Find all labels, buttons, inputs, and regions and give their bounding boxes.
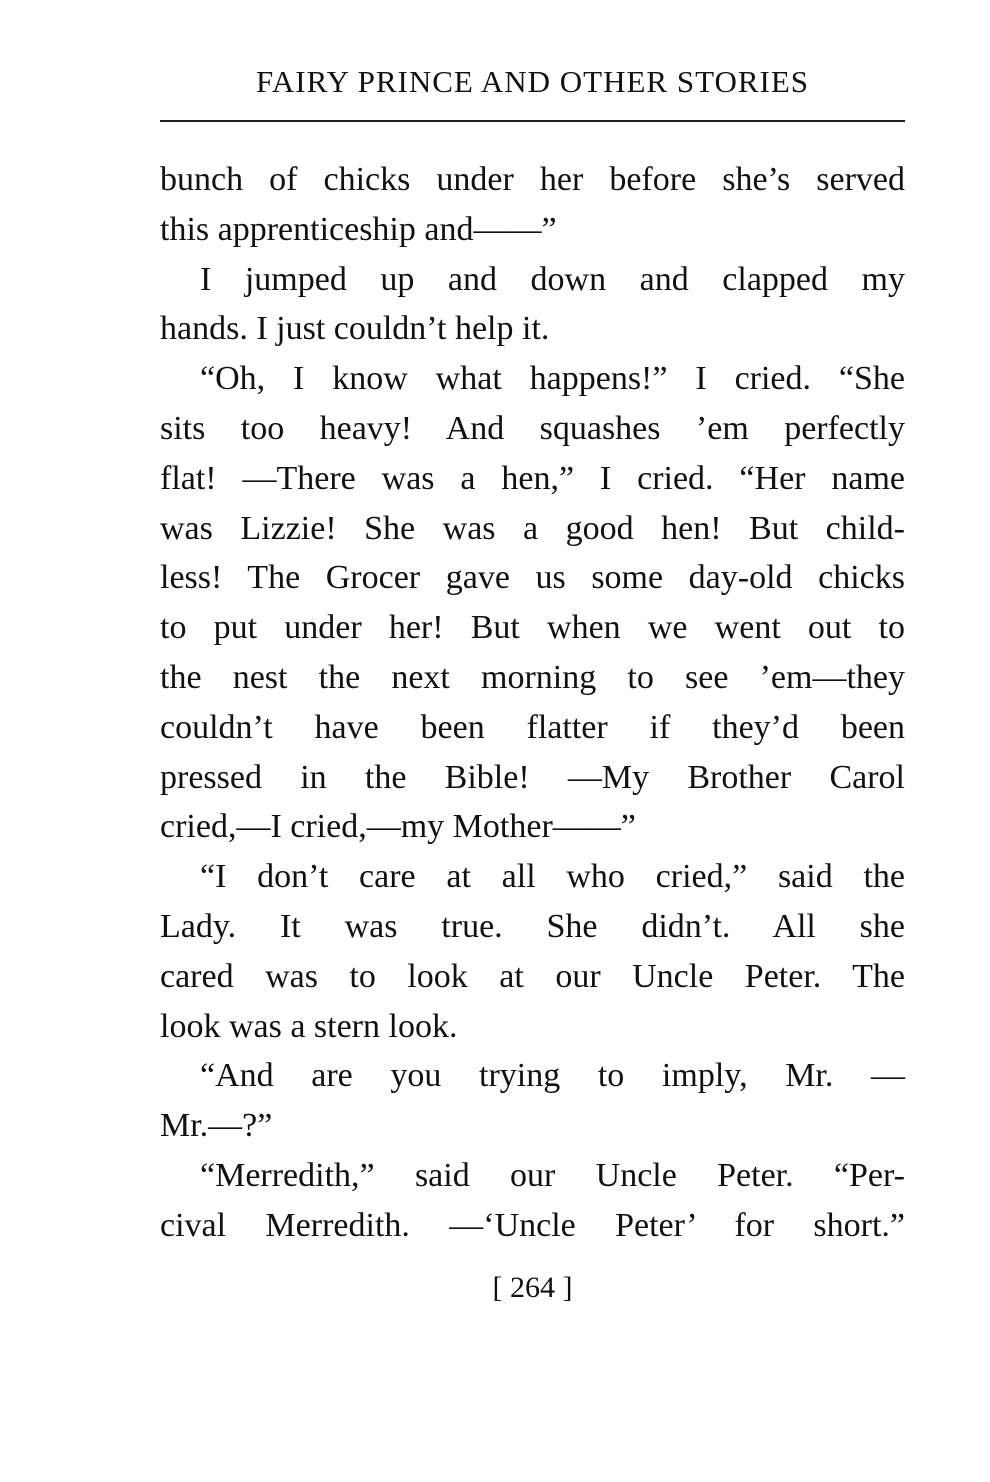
text-line: “Merredith,” said our Uncle Peter. “Per- (200, 1156, 905, 1194)
text-line: pressed in the Bible! —My Brother Carol (160, 758, 905, 796)
text-line: flat! —There was a hen,” I cried. “Her name (160, 459, 905, 497)
text-line: cival Merredith. —‘Uncle Peter’ for short.” (160, 1206, 905, 1244)
text-line: “And are you trying to imply, Mr. — (200, 1057, 905, 1095)
text-line: Lady. It was true. She didn’t. All she (160, 907, 905, 945)
text-line: hands. I just couldn’t help it. (160, 310, 550, 348)
text-line: look was a stern look. (160, 1007, 458, 1045)
running-head: FAIRY PRINCE AND OTHER STORIES (255, 64, 810, 99)
body-text (160, 155, 905, 1251)
text-line: “Oh, I know what happens!” I cried. “She (200, 360, 905, 398)
text-line: the nest the next morning to see ’em—they (160, 658, 905, 696)
text-line: to put under her! But when we went out to (160, 609, 905, 647)
text-line: bunch of chicks under her before she’s served (160, 161, 905, 198)
header-rule (160, 120, 905, 122)
text-line: this apprenticeship and——” (160, 210, 557, 248)
text-line: less! The Grocer gave us some day-old chicks (160, 559, 905, 597)
text-line: Mr.—?” (160, 1107, 273, 1145)
text-line: I jumped up and down and clapped my (200, 260, 905, 298)
text-line: was Lizzie! She was a good hen! But child- (160, 509, 905, 547)
text-line: cried,—I cried,—my Mother——” (160, 808, 636, 846)
text-line: sits too heavy! And squashes ’em perfectly (160, 409, 905, 447)
text-line: cared was to look at our Uncle Peter. The (160, 957, 905, 995)
page-number: [ 264 ] (492, 1271, 573, 1304)
text-line: “I don’t care at all who cried,” said the (200, 858, 905, 896)
text-line: couldn’t have been flatter if they’d been (160, 708, 905, 746)
